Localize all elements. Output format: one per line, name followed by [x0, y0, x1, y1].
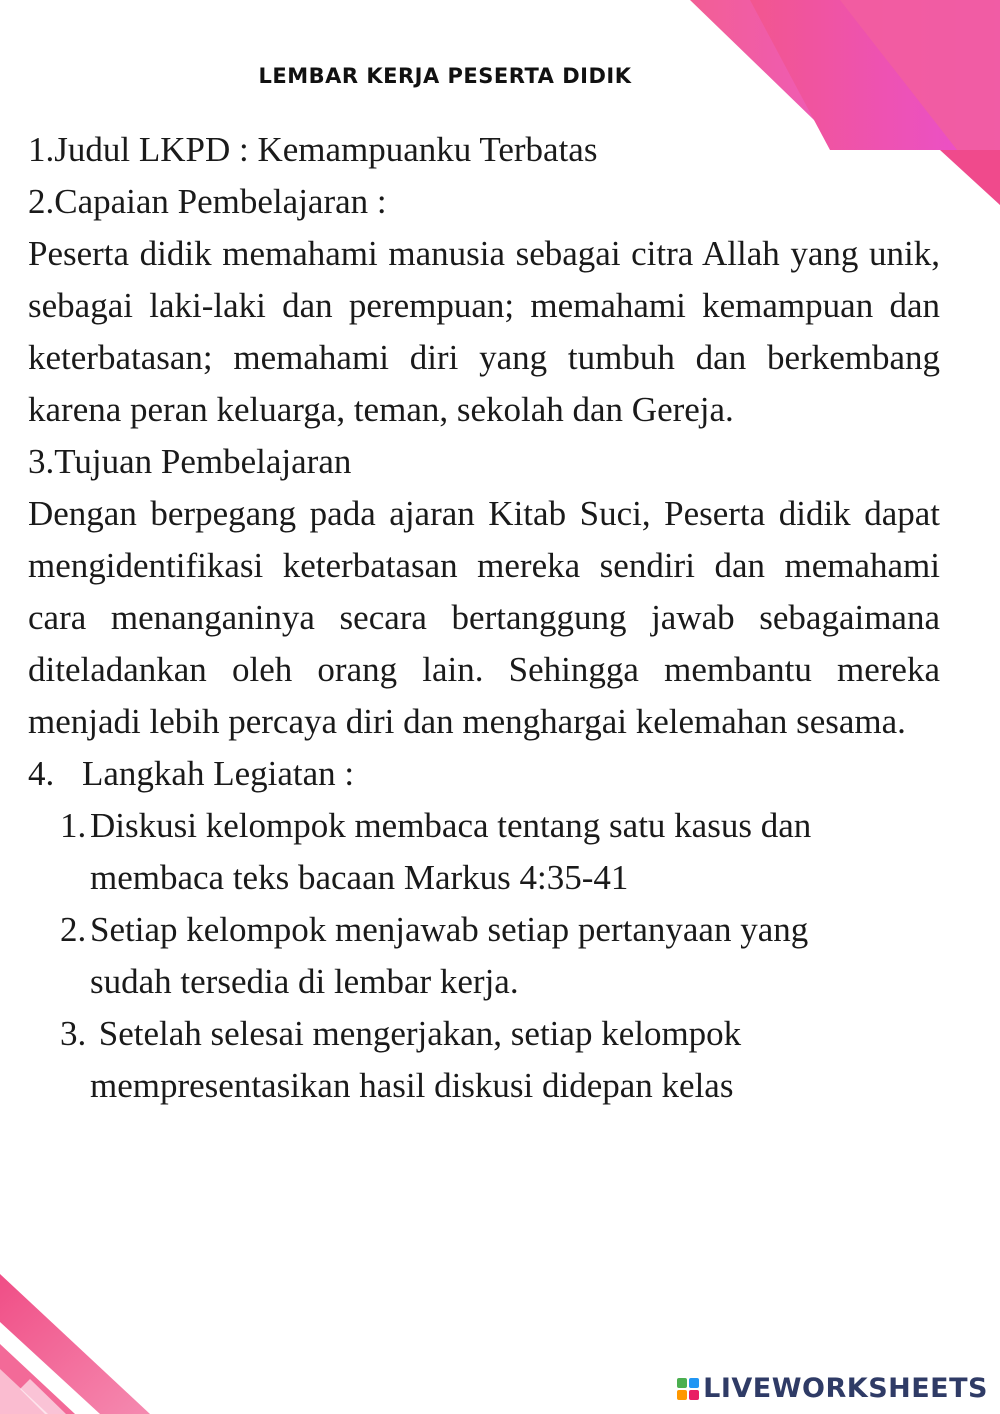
section-langkah-heading: [28, 748, 940, 800]
list-item: [28, 904, 940, 1008]
page-title: LEMBAR KERJA PESERTA DIDIK: [258, 64, 632, 88]
step-number: 3.: [60, 1014, 87, 1053]
list-item: [28, 1008, 940, 1112]
section-judul: 1.Judul LKPD : Kemampuanku Terbatas: [28, 130, 598, 169]
list-item: [28, 800, 940, 904]
corner-decoration-bottom-left: [0, 1274, 160, 1414]
section-langkah-number: 4.: [28, 754, 55, 793]
section-capaian-heading: 2.Capaian Pembelajaran :: [28, 182, 387, 221]
activity-steps: [28, 800, 940, 1112]
step-text: Setiap kelompok menjawab setiap pertanyaan yang sudah tersedia di lembar kerja.: [90, 910, 809, 1001]
step-text: Setelah selesai mengerjakan, setiap kelompok mempresentasikan hasil diskusi didepan kelas: [90, 1014, 750, 1105]
liveworksheets-brand: [677, 1373, 988, 1404]
brand-name: LIVEWORKSHEETS: [703, 1373, 988, 1404]
step-number: 1.: [60, 806, 87, 845]
section-tujuan-text: Dengan berpegang pada ajaran Kitab Suci, Peserta didik dapat mengidentifikasi keterbatasan mereka sendiri dan memahami cara menanganinya secara bertanggung jawab sebagaimana diteladankan oleh orang lain. Sehingga membantu mereka menjadi lebih percaya diri dan menghargai kelemahan sesama.: [28, 494, 940, 741]
liveworksheets-logo-icon: [677, 1378, 699, 1400]
worksheet-content: [28, 124, 940, 1112]
section-tujuan-heading: 3.Tujuan Pembelajaran: [28, 442, 352, 481]
section-langkah-label: Langkah Legiatan :: [82, 754, 355, 793]
step-text: Diskusi kelompok membaca tentang satu kasus dan membaca teks bacaan Markus 4:35-41: [90, 806, 812, 897]
step-number: 2.: [60, 910, 87, 949]
section-capaian-text: Peserta didik memahami manusia sebagai citra Allah yang unik, sebagai laki-laki dan perempuan; memahami kemampuan dan keterbatasan; memahami diri yang tumbuh dan berkembang karena peran keluarga, teman, sekolah dan Gereja.: [28, 234, 940, 429]
